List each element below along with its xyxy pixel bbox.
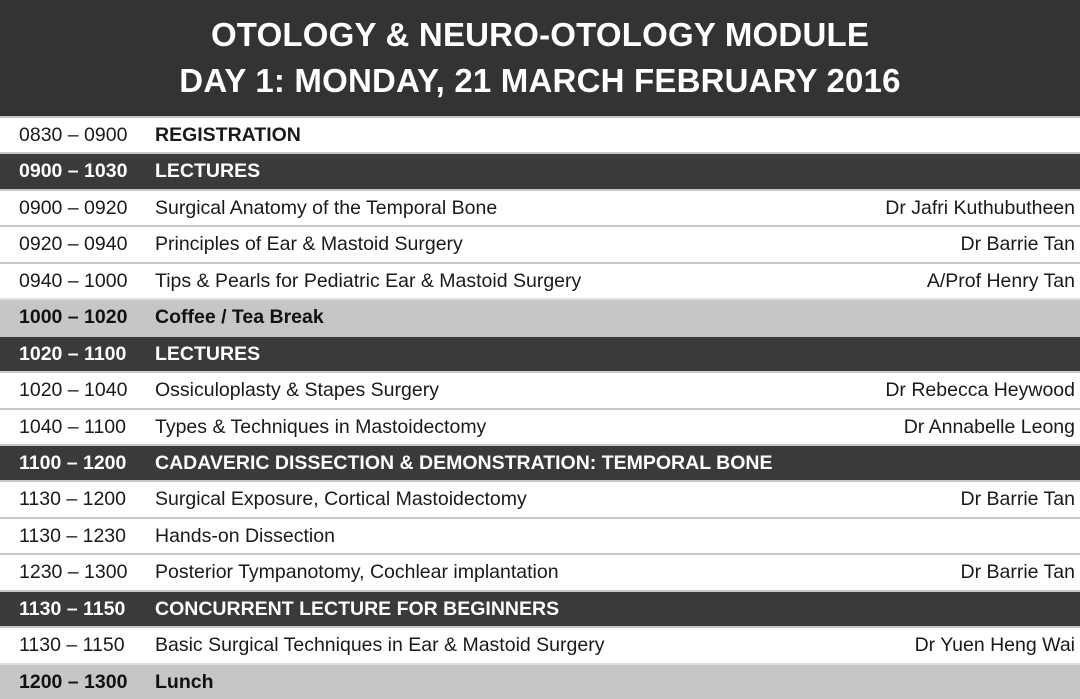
schedule-row [0, 335, 1080, 371]
session-time: 1040 – 1100 [19, 415, 126, 438]
schedule-row [0, 590, 1080, 626]
module-title: OTOLOGY & NEURO-OTOLOGY MODULE [210, 16, 870, 53]
session-speaker: A/Prof Henry Tan [926, 269, 1075, 292]
session-time: 0940 – 1000 [19, 269, 128, 292]
session-time: 1130 – 1150 [19, 634, 125, 657]
session-time: 1000 – 1020 [19, 306, 128, 329]
schedule-row [0, 116, 1080, 152]
schedule-row [0, 408, 1080, 444]
session-time: 0900 – 1030 [19, 160, 128, 183]
session-speaker: Dr Jafri Kuthubutheen [885, 196, 1075, 219]
session-title: Lunch [155, 670, 214, 693]
session-time: 1020 – 1040 [19, 379, 128, 402]
session-time: 1230 – 1300 [19, 561, 128, 584]
schedule-row [0, 663, 1080, 699]
session-title: Hands-on Dissection [155, 524, 335, 547]
session-time: 1130 – 1200 [19, 488, 126, 511]
session-title: Tips & Pearls for Pediatric Ear & Mastoid Surgery [155, 269, 582, 292]
session-speaker: Dr Barrie Tan [960, 488, 1075, 511]
day-title: DAY 1: MONDAY, 21 MARCH FEBRUARY 2016 [179, 62, 901, 99]
schedule-row [0, 371, 1080, 407]
schedule-row [0, 298, 1080, 334]
session-time: 0830 – 0900 [19, 124, 128, 146]
schedule-row [0, 225, 1080, 261]
page-header [0, 0, 1080, 116]
session-speaker: Dr Annabelle Leong [903, 415, 1075, 438]
session-time: 1130 – 1230 [19, 524, 126, 547]
schedule-row [0, 626, 1080, 662]
session-title: CONCURRENT LECTURE FOR BEGINNERS [155, 597, 560, 620]
session-title: Posterior Tympanotomy, Cochlear implantation [155, 561, 559, 584]
session-speaker: Dr Rebecca Heywood [885, 379, 1075, 402]
session-time: 1200 – 1300 [19, 670, 128, 693]
schedule-row [0, 480, 1080, 516]
session-title: REGISTRATION [155, 124, 301, 146]
session-speaker: Dr Yuen Heng Wai [914, 634, 1075, 657]
session-title: LECTURES [155, 160, 261, 183]
session-title: Principles of Ear & Mastoid Surgery [155, 233, 463, 256]
session-title: Basic Surgical Techniques in Ear & Mastoid Surgery [155, 634, 605, 657]
session-time: 0920 – 0940 [19, 233, 128, 256]
schedule-row [0, 517, 1080, 553]
session-time: 1100 – 1200 [19, 451, 127, 474]
schedule-row [0, 189, 1080, 225]
session-time: 0900 – 0920 [19, 196, 128, 219]
session-title: CADAVERIC DISSECTION & DEMONSTRATION: TEMPORAL BONE [155, 451, 773, 474]
session-time: 1020 – 1100 [19, 342, 127, 365]
session-time: 1130 – 1150 [19, 597, 126, 620]
session-title: Types & Techniques in Mastoidectomy [155, 415, 487, 438]
session-title: Coffee / Tea Break [155, 306, 324, 329]
schedule-row [0, 152, 1080, 188]
session-title: Ossiculoplasty & Stapes Surgery [155, 379, 439, 402]
session-title: Surgical Exposure, Cortical Mastoidectomy [155, 488, 527, 511]
session-speaker: Dr Barrie Tan [960, 233, 1075, 256]
schedule-row [0, 553, 1080, 589]
session-speaker: Dr Barrie Tan [960, 561, 1075, 584]
schedule-row [0, 262, 1080, 298]
session-title: LECTURES [155, 342, 261, 365]
schedule-row [0, 444, 1080, 480]
session-title: Surgical Anatomy of the Temporal Bone [155, 196, 498, 219]
schedule-table [0, 116, 1080, 699]
